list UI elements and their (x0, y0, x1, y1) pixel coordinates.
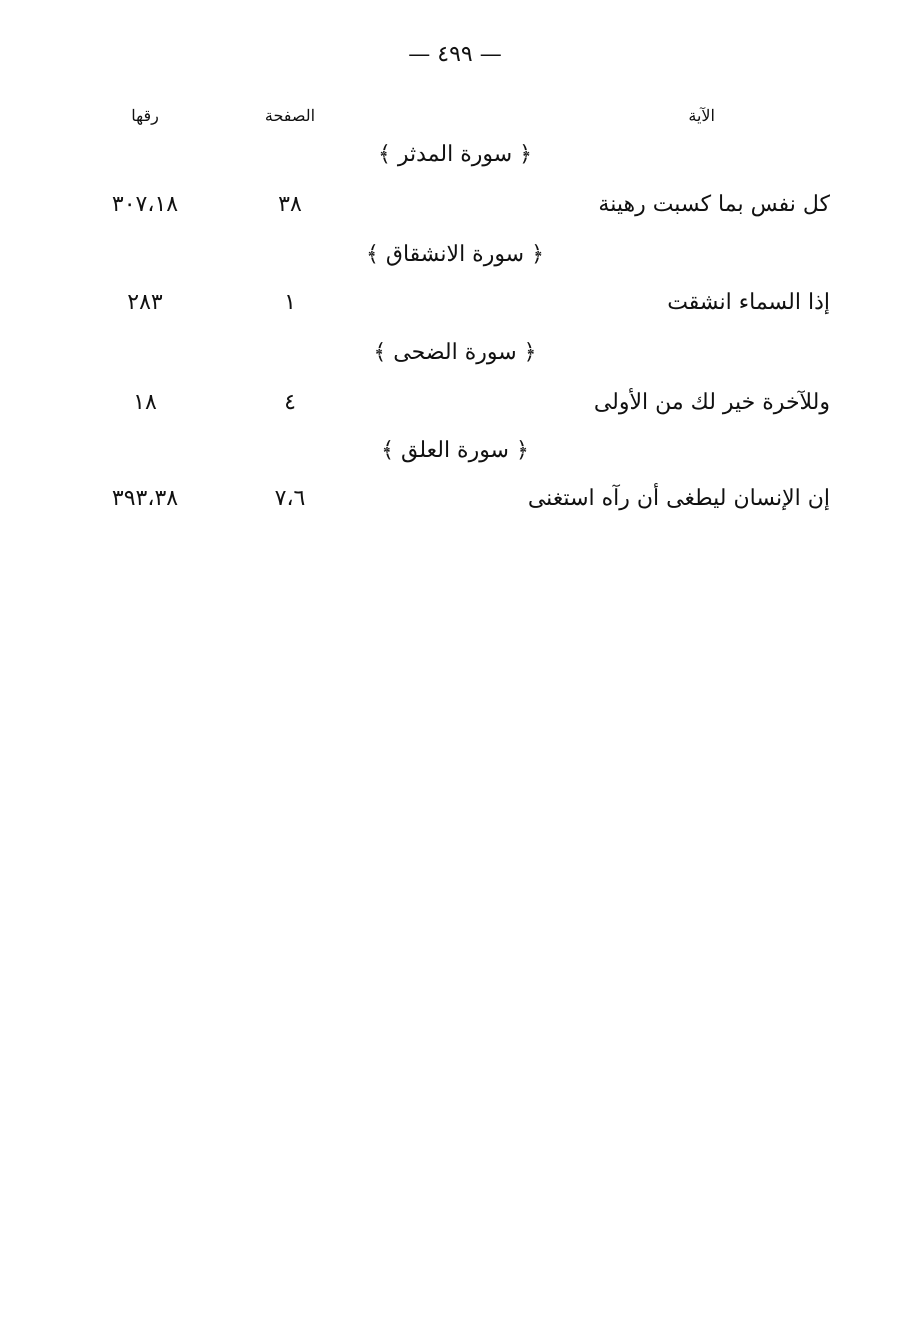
surah-title: ﴿ سورة الانشقاق ﴾ (365, 242, 545, 267)
verse-page: ٤ (284, 390, 296, 415)
header-verse: الآية (688, 106, 715, 125)
surah-title: ﴿ سورة العلق ﴾ (381, 438, 529, 463)
verse-page: ٣٨ (278, 192, 302, 217)
header-number: رقها (131, 106, 159, 125)
verse-text: وللآخرة خير لك من الأولى (593, 390, 830, 415)
verse-page: ١ (284, 290, 296, 315)
verse-number: ٣٩٣،٣٨ (111, 486, 179, 511)
table-row (0, 486, 910, 526)
table-row (0, 290, 910, 330)
header-page: الصفحة (264, 106, 316, 125)
verse-number: ٣٠٧،١٨ (111, 192, 179, 217)
table-row (0, 390, 910, 430)
surah-title: ﴿ سورة المدثر ﴾ (377, 142, 533, 167)
verse-number: ٢٨٣ (127, 290, 163, 315)
verse-page: ٧،٦ (274, 486, 306, 511)
table-row (0, 192, 910, 232)
verse-text: إن الإنسان ليطغى أن رآه استغنى (527, 486, 830, 511)
table-header (0, 106, 910, 146)
verse-text: كل نفس بما كسبت رهينة (598, 192, 830, 217)
verse-text: إذا السماء انشقت (667, 290, 830, 315)
verse-number: ١٨ (133, 390, 157, 415)
page-number: — ٤٩٩ — (408, 42, 502, 67)
surah-title: ﴿ سورة الضحى ﴾ (373, 340, 537, 365)
